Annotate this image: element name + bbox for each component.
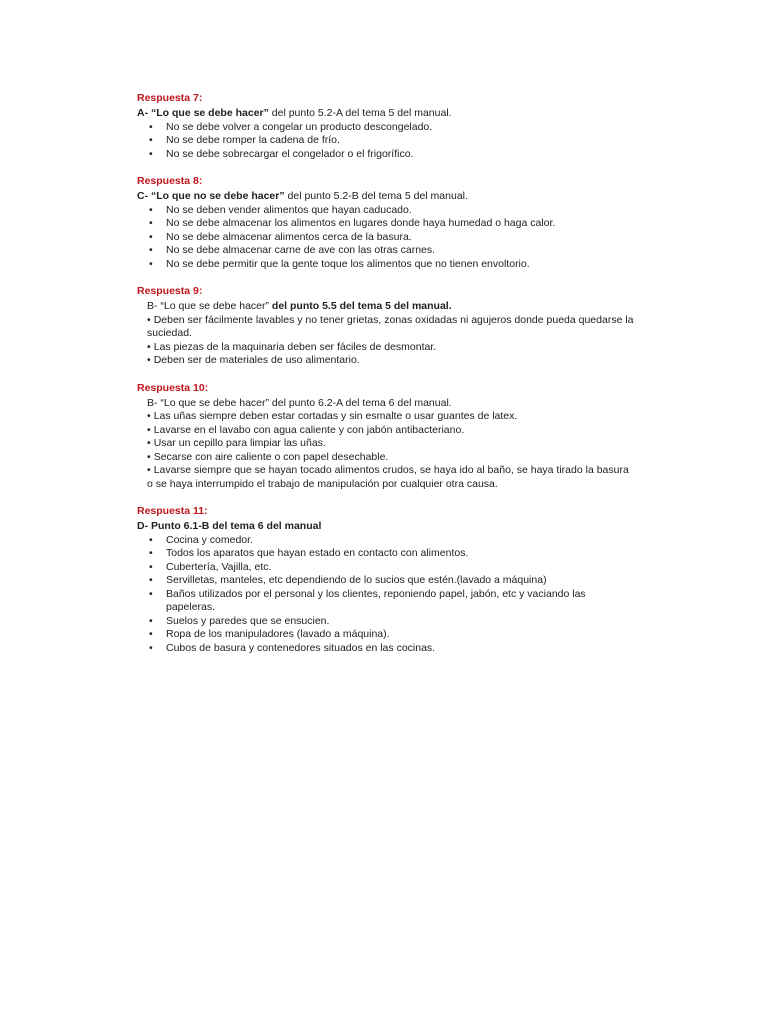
list-item: • No se debe almacenar los alimentos en lugares donde haya humedad o haga calor.: [149, 217, 556, 229]
list-item: • Deben ser fácilmente lavables y no tener grietas, zonas oxidadas ni agujeros donde pueda quedarse la suciedad.: [147, 313, 634, 339]
answer-8-list: [137, 204, 637, 272]
list-item: • Secarse con aire caliente o con papel desechable.: [147, 450, 389, 463]
answer-11-question: [137, 520, 637, 534]
list-item: • No se debe sobrecargar el congelador o el frigorífico.: [149, 147, 414, 160]
answer-10-section: [137, 382, 637, 492]
answer-10-question: [147, 397, 637, 411]
list-item: • Baños utilizados por el personal y los clientes, reponiendo papel, jabón, etc y vaciando las papeleras.: [149, 587, 586, 613]
list-item: • Cocina y comedor.: [149, 533, 253, 546]
list-item: • No se debe almacenar alimentos cerca de la basura.: [149, 230, 412, 243]
list-item: • Las uñas siempre deben estar cortadas y sin esmalte o usar guantes de latex.: [147, 410, 518, 422]
answer-8-question-rest: del punto 5.2-B del tema 5 del manual.: [284, 190, 468, 202]
list-item: • Usar un cepillo para limpiar las uñas.: [147, 437, 326, 449]
answer-10-body: [137, 397, 637, 492]
answer-8-question-lead: C- “Lo que no se debe hacer”: [137, 190, 285, 202]
answer-9-title: Respuesta 9:: [137, 285, 203, 297]
answer-10-question-lead: B- “Lo que se debe hacer”: [147, 396, 269, 409]
answer-9-question-lead: B- “Lo que se debe hacer”: [147, 300, 269, 312]
list-item: • Ropa de los manipuladores (lavado a máquina).: [149, 628, 390, 640]
answer-10-title: Respuesta 10:: [137, 381, 209, 394]
answer-11-title: Respuesta 11:: [137, 505, 208, 517]
answer-9-question-rest: del punto 5.5 del tema 5 del manual.: [269, 300, 452, 312]
answer-7-question-lead: A- “Lo que se debe hacer”: [137, 107, 269, 119]
document-page: [137, 92, 637, 669]
list-item: • No se debe almacenar carne de ave con las otras carnes.: [149, 244, 436, 256]
answer-11-section: [137, 505, 637, 655]
list-item: • Lavarse siempre que se hayan tocado alimentos crudos, se haya ido al baño, se haya tirado la basura o se haya interrumpido el trabajo de manipulación por cualquier otra causa.: [147, 464, 629, 490]
list-item: • Cubertería, Vajilla, etc.: [149, 560, 272, 573]
answer-10-question-rest: del punto 6.2-A del tema 6 del manual.: [269, 396, 452, 409]
answer-8-section: [137, 175, 637, 271]
list-item: • Suelos y paredes que se ensucien.: [149, 614, 330, 627]
answer-9-body: [137, 300, 637, 368]
list-item: • Las piezas de la maquinaria deben ser fáciles de desmontar.: [147, 340, 437, 353]
answer-7-title: Respuesta 7:: [137, 92, 203, 104]
list-item: • Cubos de basura y contenedores situados en las cocinas.: [149, 641, 436, 654]
list-item: • No se debe romper la cadena de frío.: [149, 134, 340, 146]
list-item: • No se debe permitir que la gente toque los alimentos que no tienen envoltorio.: [149, 257, 530, 270]
list-item: • Servilletas, manteles, etc dependiendo de lo sucios que estén.(lavado a máquina): [149, 574, 547, 586]
list-item: • No se deben vender alimentos que hayan caducado.: [149, 203, 412, 216]
answer-8-question: [137, 190, 637, 204]
list-item: • No se debe volver a congelar un producto descongelado.: [149, 120, 433, 133]
answer-7-list: [137, 121, 637, 162]
list-item: • Lavarse en el lavabo con agua caliente y con jabón antibacteriano.: [147, 423, 465, 436]
answer-9-section: [137, 285, 637, 368]
list-item: • Deben ser de materiales de uso alimentario.: [147, 354, 360, 366]
answer-9-question: [147, 300, 637, 314]
answer-11-list: [137, 534, 637, 656]
answer-7-question: [137, 107, 637, 121]
answer-8-title: Respuesta 8:: [137, 175, 203, 187]
answer-11-question-lead: D- Punto 6.1-B: [137, 520, 210, 532]
answer-11-question-rest: del tema 6 del manual: [209, 520, 322, 532]
list-item: • Todos los aparatos que hayan estado en contacto con alimentos.: [149, 547, 469, 559]
answer-7-section: [137, 92, 637, 161]
answer-7-question-rest: del punto 5.2-A del tema 5 del manual.: [268, 107, 452, 119]
